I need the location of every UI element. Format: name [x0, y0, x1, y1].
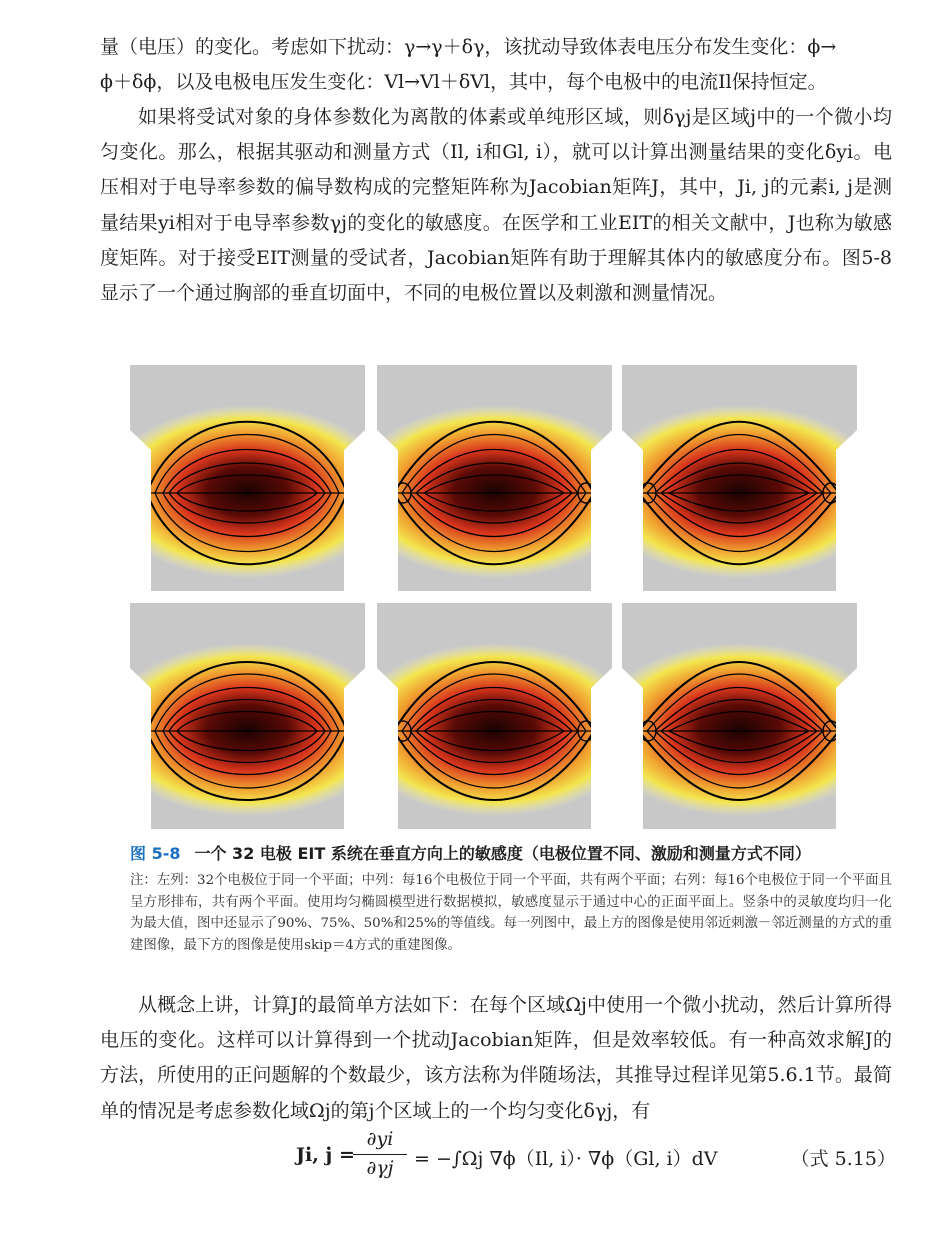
sensitivity-map — [377, 365, 612, 591]
sensitivity-map — [130, 365, 365, 591]
equation-lhs: Ji, j = — [296, 1144, 355, 1166]
sensitivity-field — [130, 603, 365, 829]
sensitivity-field — [622, 365, 857, 591]
equation-rhs: = −∫Ωj ∇ϕ（Il, i）· ∇ϕ（Gl, i）dV — [414, 1148, 718, 1170]
sensitivity-map — [622, 365, 857, 591]
figure-title: 一个 32 电极 EIT 系统在垂直方向上的敏感度（电极位置不同、激励和测量方式不同） — [194, 844, 811, 863]
sensitivity-field — [622, 603, 857, 829]
figure-note: 注：左列：32个电极位于同一个平面；中列：每16个电极位于同一个平面，共有两个平面；右列：每16个电极位于同一个平面且呈方形排布，共有两个平面。使用均匀椭圆模型进行数据模拟，敏感度显示于通过中心的正面平面上。竖条中的灵敏度均归一化为最大值，图中还显示了90%、75%、50%和25%的等值线。每一列图中，最上方的图像是使用邻近刺激－邻近测量的方式的重建图像，最下方的图像是使用skip＝4方式的重建图像。 — [130, 873, 892, 953]
equation-fraction — [351, 1128, 409, 1179]
panel-bottom-middle — [377, 603, 612, 829]
equation-tag: （式 5.15） — [790, 1148, 896, 1170]
figure-label: 图 5-8 — [130, 844, 181, 863]
panel-bottom-left — [130, 603, 365, 829]
paragraph-2: 如果将受试对象的身体参数化为离散的体素或单纯形区域，则δγj是区域j中的一个微小均匀变化。那么，根据其驱动和测量方式（Il, i和Gl, i），就可以计算出测量结果的变化δyi。电压相对于电导率参数的偏导数构成的完整矩阵称为Jacobian矩阵J，其中，Ji, j的元素i, j是测量结果yi相对于电导率参数γj的变化的敏感度。在医学和工业EIT的相关文献中，J也称为敏感度矩阵。对于接受EIT测量的受试者，Jacobian矩阵有助于理解其体内的敏感度分布。图5-8显示了一个通过胸部的垂直切面中，不同的电极位置以及刺激和测量情况。 — [100, 106, 892, 305]
equation-5-15 — [296, 1128, 896, 1188]
sensitivity-field — [377, 603, 612, 829]
paragraph-3: 从概念上讲，计算J的最简单方法如下：在每个区域Ωj中使用一个微小扰动，然后计算所得电压的变化。这样可以计算得到一个扰动Jacobian矩阵，但是效率较低。有一种高效求解J的方法，所使用的正问题解的个数最少，该方法称为伴随场法，其推导过程详见第5.6.1节。最简单的情况是考虑参数化域Ωj的第j个区域上的一个均匀变化δγj，有 — [100, 994, 892, 1122]
sensitivity-map — [622, 603, 857, 829]
paragraph-1 — [100, 30, 892, 100]
sensitivity-field — [130, 365, 365, 591]
panel-top-right — [622, 365, 857, 591]
panel-bottom-right — [622, 603, 857, 829]
equation-numerator: ∂yi — [366, 1128, 394, 1150]
equation-denominator: ∂γj — [366, 1157, 394, 1179]
panel-top-middle — [377, 365, 612, 591]
panel-top-left — [130, 365, 365, 591]
paragraph-1-line-1: 量（电压）的变化。考虑如下扰动：γ→γ＋δγ，该扰动导致体表电压分布发生变化：ϕ→ — [100, 36, 837, 58]
figure-5-8 — [130, 365, 835, 833]
sensitivity-map — [130, 603, 365, 829]
figure-caption — [130, 841, 811, 864]
sensitivity-map — [377, 603, 612, 829]
paragraph-1-line-2: ϕ＋δϕ，以及电极电压发生变化：Vl→Vl＋δVl，其中，每个电极中的电流Il保持恒定。 — [100, 71, 827, 94]
